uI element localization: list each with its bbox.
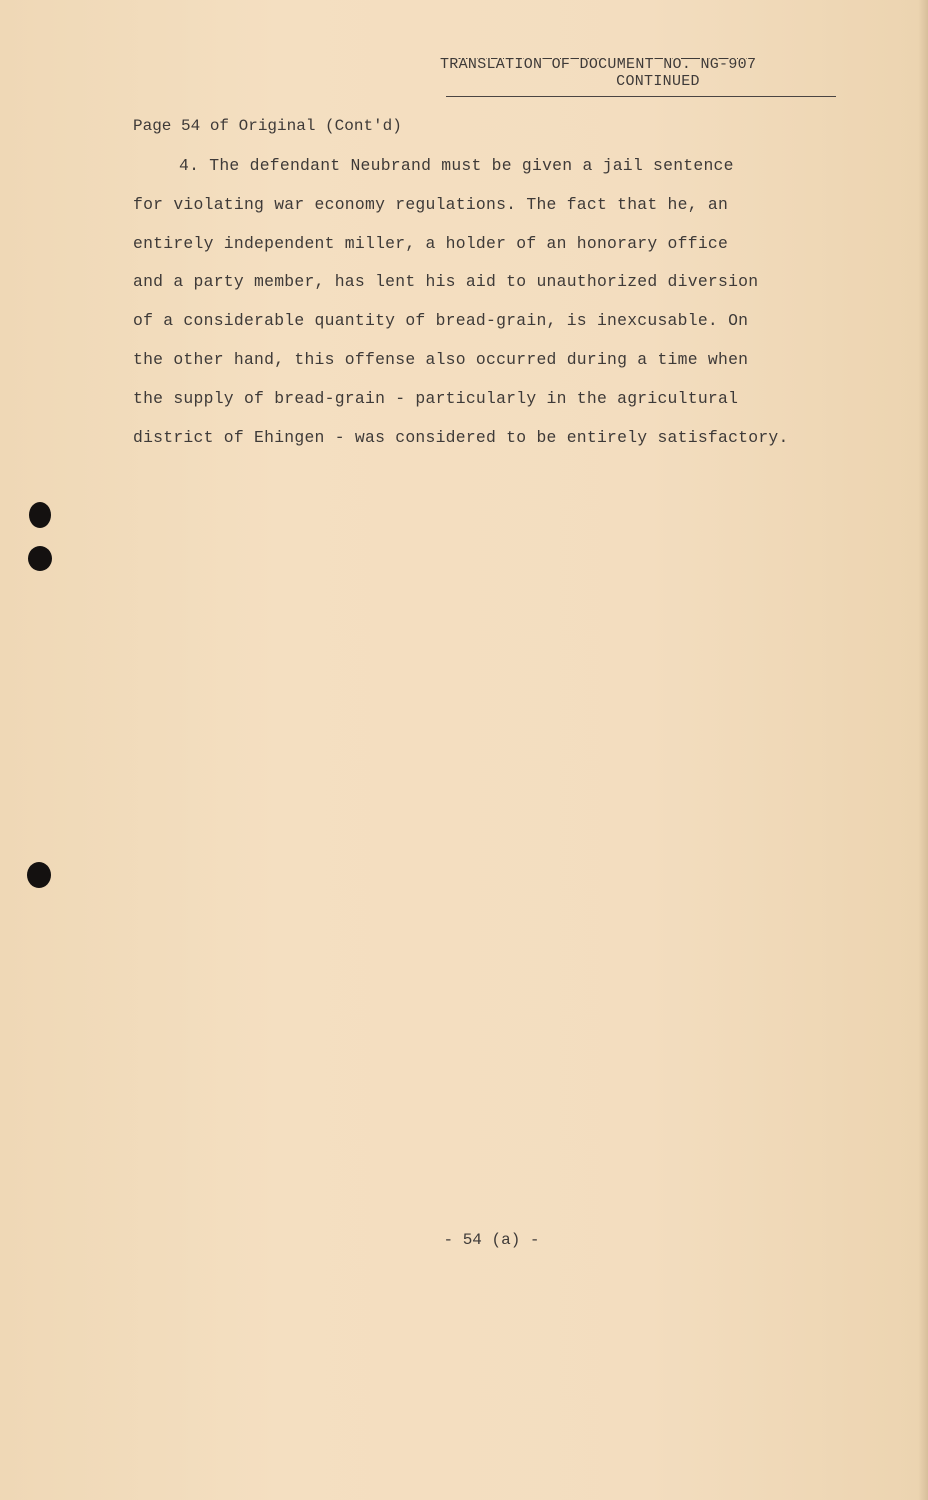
- page-number-footer: - 54 (a) -: [443, 1231, 540, 1249]
- body-line-3: entirely independent miller, a holder of an honorary office: [133, 233, 729, 253]
- body-line-1: 4. The defendant Neubrand must be given a jail sentence: [179, 156, 734, 175]
- document-header: [440, 56, 836, 90]
- header-title: TRANSLATION OF DOCUMENT NO. NG-907: [440, 56, 757, 73]
- header-subtitle: CONTINUED: [616, 73, 700, 90]
- body-line-2: for violating war economy regulations. The fact that he, an: [133, 194, 729, 214]
- punch-hole-2: [28, 546, 52, 571]
- punch-hole-3: [27, 862, 51, 888]
- body-paragraph: [133, 154, 893, 464]
- page-reference: Page 54 of Original (Cont'd): [133, 117, 402, 135]
- punch-hole-1: [29, 502, 51, 528]
- page-edge-shadow: [918, 0, 928, 1500]
- header-rule: [446, 96, 836, 97]
- body-line-7: the supply of bread-grain - particularly in the agricultural: [133, 388, 739, 408]
- body-line-4: and a party member, has lent his aid to unauthorized diversion: [133, 272, 759, 292]
- body-line-6: the other hand, this offense also occurred during a time when: [133, 349, 749, 369]
- body-line-8: district of Ehingen - was considered to be entirely satisfactory.: [133, 427, 789, 447]
- body-line-5: of a considerable quantity of bread-grain, is inexcusable. On: [133, 311, 749, 331]
